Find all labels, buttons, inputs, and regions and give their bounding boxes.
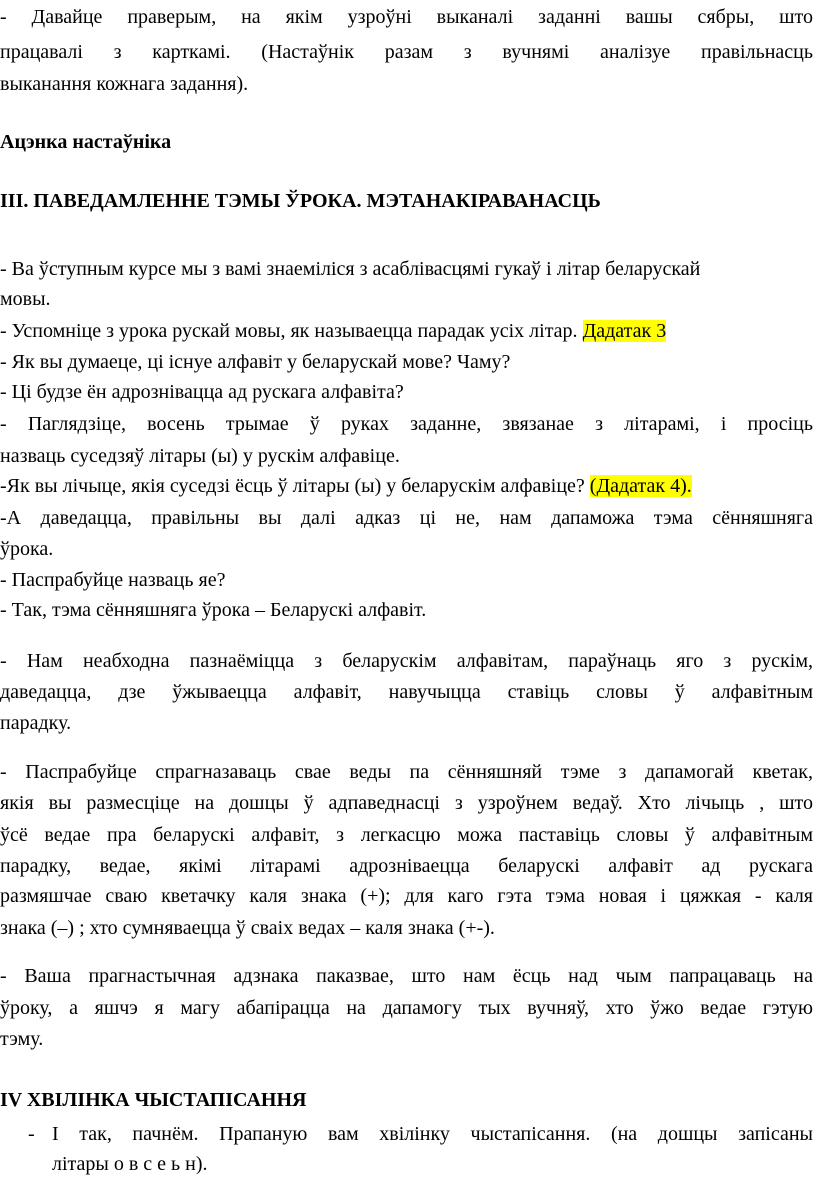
paragraph-line: - Ці будзе ён адрознівацца ад рускага алфавіта? <box>0 381 404 403</box>
teacher-assessment-heading: Ацэнка настаўніка <box>0 131 172 153</box>
paragraph-line: працавалі з карткамі. (Настаўнік разам з вучнямі аналізуе правільнасць <box>0 41 813 63</box>
list-item-line: І так, пачнём. Прапаную вам хвілінку чыстапісання. (на дошцы запісаны <box>52 1123 813 1145</box>
section-heading-iii: III. ПАВЕДАМЛЕННЕ ТЭМЫ ЎРОКА. МЭТАНАКІРАВАНАСЦЬ <box>0 190 601 212</box>
section-heading-iv: IV ХВІЛІНКА ЧЫСТАПІСАННЯ <box>0 1089 307 1111</box>
paragraph-line: - Паглядзіце, восень трымае ў руках заданне, звязанае з літарамі, і просіць <box>0 413 813 435</box>
paragraph-line: тэму. <box>0 1028 44 1050</box>
paragraph-line: парадку. <box>0 712 72 734</box>
paragraph-line: назваць суседзяў літары (ы) у рускім алфавіце. <box>0 445 400 467</box>
line-text: - Успомніце з урока рускай мовы, як называецца парадак усіх літар. <box>0 320 583 342</box>
paragraph-line <box>0 471 813 501</box>
paragraph-line <box>0 316 813 346</box>
paragraph-line: ўроку, а яшчэ я магу абапірацца на дапамогу тых вучняў, хто ўжо ведае гэтую <box>0 997 813 1019</box>
paragraph-line: - Ваша прагнастычная адзнака паказвае, што нам ёсць над чым папрацаваць на <box>0 965 813 987</box>
paragraph-line: знака (–) ; хто сумняваецца ў сваіх ведах – каля знака (+-). <box>0 917 495 939</box>
paragraph-line: размяшчае сваю кветачку каля знака (+); для каго гэта тэма новая і цяжкая - каля <box>0 885 813 907</box>
paragraph-line: парадку, ведае, якімі літарамі адрозніваецца беларускі алфавіт ад рускага <box>0 855 813 877</box>
paragraph-line: ўсё ведае пра беларускі алфавіт, з легкасцю можа паставіць словы ў алфавітным <box>0 824 813 846</box>
paragraph-line: якія вы размесціце на дошцы ў адпаведнасці з узроўнем ведаў. Хто лічыць , што <box>0 792 813 814</box>
paragraph-line: - Паспрабуйце назваць яе? <box>0 569 226 591</box>
paragraph-line: - Нам неабходна пазнаёміцца з беларускім алфавітам, параўнаць яго з рускім, <box>0 650 813 672</box>
paragraph-line: -А даведацца, правільны вы далі адказ ці не, нам дапаможа тэма сённяшняга <box>0 507 813 529</box>
list-bullet-dash: - <box>28 1123 35 1145</box>
paragraph-line: - Так, тэма сённяшняга ўрока – Беларускі алфавіт. <box>0 599 427 621</box>
line-text: -Як вы лічыце, якія суседзі ёсць ў літары (ы) у беларускім алфавіце? <box>0 475 590 497</box>
appendix-4-highlight: (Дадатак 4). <box>589 475 692 497</box>
paragraph-line: - Давайце праверым, на якім узроўні выканалі заданні вашы сябры, што <box>0 6 813 28</box>
paragraph-line: - Паспрабуйце спрагназаваць свае веды па сённяшняй тэме з дапамогай кветак, <box>0 761 813 783</box>
paragraph-line: мовы. <box>0 288 51 310</box>
paragraph-line: - Ва ўступным курсе мы з вамі знаеміліся з асаблівасцямі гукаў і літар беларускай <box>0 258 701 280</box>
paragraph-line: даведацца, дзе ўжываецца алфавіт, навучыцца ставіць словы ў алфавітным <box>0 681 813 703</box>
paragraph-line: - Як вы думаеце, ці існуе алфавіт у беларускай мове? Чаму? <box>0 351 511 373</box>
appendix-3-highlight: Дадатак 3 <box>582 320 667 342</box>
paragraph-line: выканання кожнага задання). <box>0 73 249 95</box>
list-item-line: літары о в с е ь н). <box>52 1153 208 1175</box>
paragraph-line: ўрока. <box>0 538 54 560</box>
